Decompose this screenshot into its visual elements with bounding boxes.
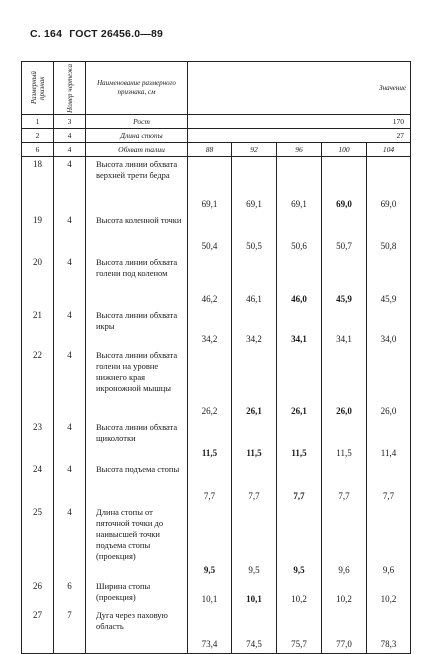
row-name: Высота коленной точки xyxy=(86,213,188,255)
row-value: 9,6 xyxy=(367,505,411,579)
row-drawing: 4 xyxy=(54,462,86,505)
row-number: 18 xyxy=(22,157,54,213)
row-value: 7,7 xyxy=(188,462,232,505)
row-value: 34,0 xyxy=(367,308,411,348)
row-value: 26,1 xyxy=(277,348,322,420)
row-name: Высота линии обхвата щиколотки xyxy=(86,420,188,462)
header-drawing-number: Номер чертежа xyxy=(54,62,86,115)
row-value: 9,6 xyxy=(322,505,367,579)
table-row xyxy=(22,308,411,348)
param-no: 1 xyxy=(22,115,54,129)
row-value: 69,1 xyxy=(277,157,322,213)
row-value: 74,5 xyxy=(232,608,277,654)
param-name: Длина стопы xyxy=(86,129,188,143)
row-number: 26 xyxy=(22,579,54,608)
param-row-height xyxy=(22,115,411,129)
row-value: 77,0 xyxy=(322,608,367,654)
param-drawing: 4 xyxy=(54,129,86,143)
row-drawing: 4 xyxy=(54,505,86,579)
table-header-row xyxy=(22,62,411,115)
param-row-foot-length xyxy=(22,129,411,143)
row-value: 34,2 xyxy=(188,308,232,348)
param-value: 27 xyxy=(188,129,411,143)
row-value: 73,4 xyxy=(188,608,232,654)
param-row-waist xyxy=(22,143,411,157)
row-value: 7,7 xyxy=(277,462,322,505)
row-name: Высота линии обхвата голени на уровне нижнего края икроножной мышцы xyxy=(86,348,188,420)
table-row xyxy=(22,255,411,308)
table-row xyxy=(22,157,411,213)
table-row xyxy=(22,579,411,608)
row-drawing: 4 xyxy=(54,213,86,255)
row-drawing: 7 xyxy=(54,608,86,654)
row-value: 11,5 xyxy=(277,420,322,462)
row-number: 27 xyxy=(22,608,54,654)
row-value: 34,2 xyxy=(232,308,277,348)
row-value: 10,1 xyxy=(232,579,277,608)
header-feature-name: Наименование размерного признака, см xyxy=(86,62,188,115)
waist-value: 92 xyxy=(232,143,277,157)
row-drawing: 6 xyxy=(54,579,86,608)
row-value: 26,1 xyxy=(232,348,277,420)
row-name: Длина стопы от пяточной точки до наивысшей точки подъема стопы (проекция) xyxy=(86,505,188,579)
row-number: 25 xyxy=(22,505,54,579)
row-number: 22 xyxy=(22,348,54,420)
row-value: 50,7 xyxy=(322,213,367,255)
row-number: 21 xyxy=(22,308,54,348)
row-value: 46,0 xyxy=(277,255,322,308)
row-value: 9,5 xyxy=(232,505,277,579)
row-value: 10,2 xyxy=(367,579,411,608)
row-drawing: 4 xyxy=(54,157,86,213)
header-size-feature: Размерный признак xyxy=(22,62,54,115)
waist-value: 104 xyxy=(367,143,411,157)
row-drawing: 4 xyxy=(54,255,86,308)
row-name: Высота линии обхвата верхней трети бедра xyxy=(86,157,188,213)
page-number: С. 164 xyxy=(30,28,63,40)
row-name: Высота подъема стопы xyxy=(86,462,188,505)
param-name: Обхват талии xyxy=(86,143,188,157)
dimensions-table xyxy=(21,61,411,654)
row-value: 26,0 xyxy=(322,348,367,420)
row-value: 50,8 xyxy=(367,213,411,255)
param-drawing: 4 xyxy=(54,143,86,157)
row-value: 78,3 xyxy=(367,608,411,654)
document-code: ГОСТ 26456.0—89 xyxy=(69,28,164,40)
row-value: 7,7 xyxy=(322,462,367,505)
row-name: Дуга через паховую область xyxy=(86,608,188,654)
row-value: 34,1 xyxy=(277,308,322,348)
waist-value: 100 xyxy=(322,143,367,157)
row-value: 26,2 xyxy=(188,348,232,420)
row-value: 50,6 xyxy=(277,213,322,255)
row-value: 69,1 xyxy=(232,157,277,213)
param-no: 6 xyxy=(22,143,54,157)
row-value: 46,1 xyxy=(232,255,277,308)
row-drawing: 4 xyxy=(54,308,86,348)
row-name: Высота линии обхвата голени под коленом xyxy=(86,255,188,308)
row-value: 46,2 xyxy=(188,255,232,308)
row-value: 45,9 xyxy=(322,255,367,308)
header-values: Значение xyxy=(188,62,411,115)
row-value: 34,1 xyxy=(322,308,367,348)
param-value: 170 xyxy=(188,115,411,129)
row-value: 10,2 xyxy=(277,579,322,608)
row-value: 45,9 xyxy=(367,255,411,308)
table-row xyxy=(22,608,411,654)
row-value: 11,5 xyxy=(188,420,232,462)
row-value: 10,2 xyxy=(322,579,367,608)
param-drawing: 3 xyxy=(54,115,86,129)
row-value: 75,7 xyxy=(277,608,322,654)
row-number: 19 xyxy=(22,213,54,255)
row-drawing: 4 xyxy=(54,348,86,420)
row-drawing: 4 xyxy=(54,420,86,462)
row-value: 7,7 xyxy=(232,462,277,505)
param-name: Рост xyxy=(86,115,188,129)
row-name: Высота линии обхвата икры xyxy=(86,308,188,348)
waist-value: 88 xyxy=(188,143,232,157)
row-value: 26,0 xyxy=(367,348,411,420)
row-value: 11,5 xyxy=(232,420,277,462)
row-value: 11,4 xyxy=(367,420,411,462)
row-number: 20 xyxy=(22,255,54,308)
row-number: 24 xyxy=(22,462,54,505)
row-number: 23 xyxy=(22,420,54,462)
page-header xyxy=(30,28,163,40)
table-row xyxy=(22,505,411,579)
table-row xyxy=(22,213,411,255)
row-value: 9,5 xyxy=(277,505,322,579)
row-value: 7,7 xyxy=(367,462,411,505)
param-no: 2 xyxy=(22,129,54,143)
row-name: Ширина стопы (проекция) xyxy=(86,579,188,608)
row-value: 50,5 xyxy=(232,213,277,255)
row-value: 10,1 xyxy=(188,579,232,608)
table-row xyxy=(22,462,411,505)
table-row xyxy=(22,348,411,420)
row-value: 69,1 xyxy=(188,157,232,213)
row-value: 11,5 xyxy=(322,420,367,462)
row-value: 50,4 xyxy=(188,213,232,255)
row-value: 69,0 xyxy=(367,157,411,213)
table-row xyxy=(22,420,411,462)
waist-value: 96 xyxy=(277,143,322,157)
row-value: 9,5 xyxy=(188,505,232,579)
row-value: 69,0 xyxy=(322,157,367,213)
